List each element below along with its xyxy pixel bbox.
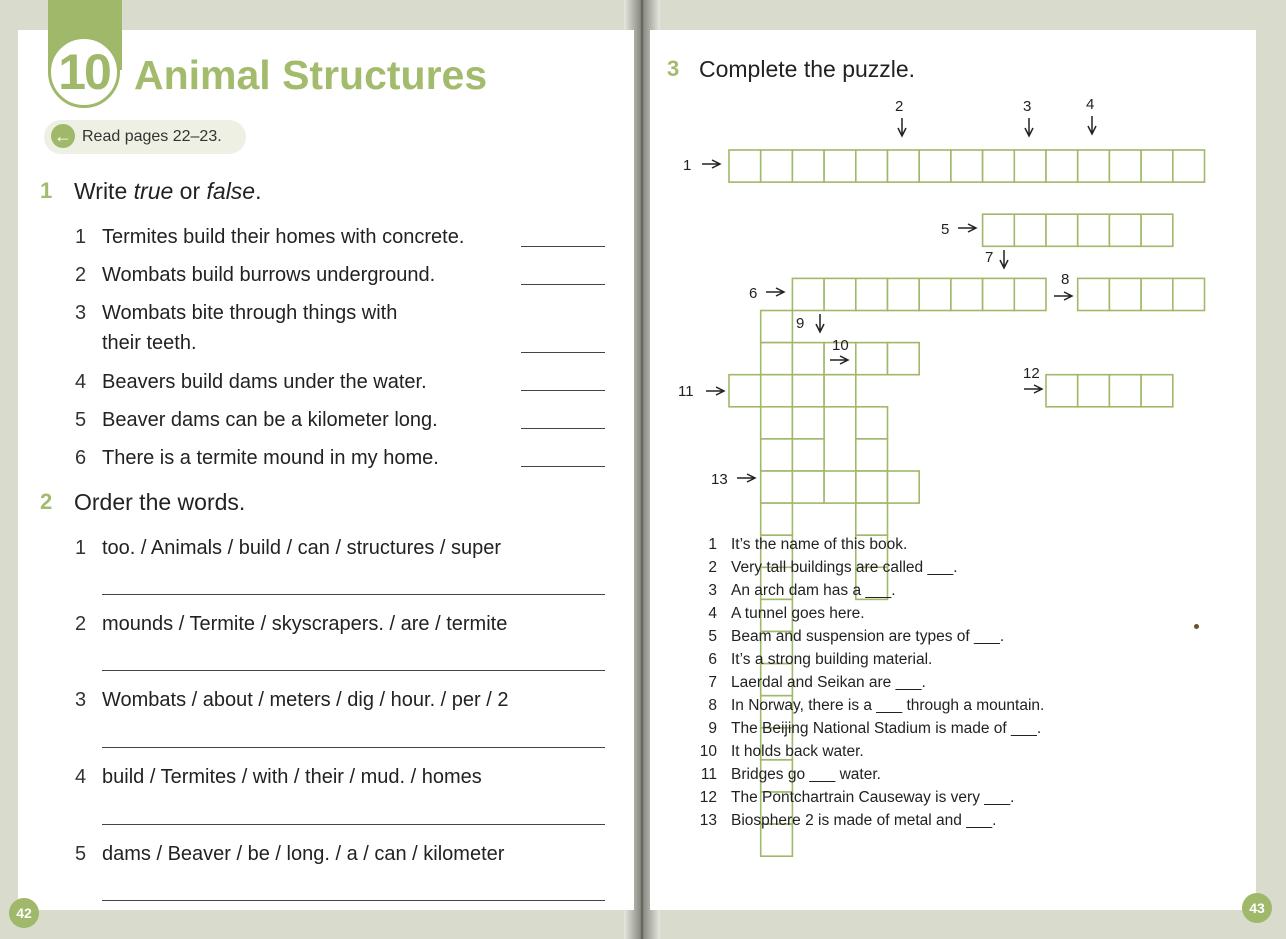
clue-number: 1	[708, 536, 717, 553]
crossword-cell[interactable]	[761, 407, 793, 439]
order-item-number: 3	[75, 689, 87, 711]
crossword-cell[interactable]	[856, 278, 888, 310]
clue-text: In Norway, there is a ___ through a mountain.	[731, 697, 1045, 714]
crossword-cell[interactable]	[792, 407, 824, 439]
crossword-cell[interactable]	[1109, 150, 1141, 182]
crossword-cell[interactable]	[792, 471, 824, 503]
clue-number: 4	[708, 605, 717, 622]
crossword-cell[interactable]	[1173, 150, 1205, 182]
crossword-cell[interactable]	[824, 150, 856, 182]
crossword-cell[interactable]	[856, 471, 888, 503]
unit-number: 10	[58, 44, 110, 100]
tf-item-text: There is a termite mound in my home.	[102, 447, 439, 469]
crossword-cell[interactable]	[1046, 214, 1078, 246]
clue-text: Beam and suspension are types of ___.	[731, 628, 1005, 645]
tf-item-number: 4	[75, 371, 87, 393]
clue-text: Very tall buildings are called ___.	[731, 559, 958, 576]
page-number-left: 42	[9, 898, 39, 928]
crossword-cell[interactable]	[919, 278, 951, 310]
order-item-text: mounds / Termite / skyscrapers. / are / termite	[102, 613, 508, 635]
crossword-cell[interactable]	[1109, 375, 1141, 407]
crossword-cell[interactable]	[1046, 150, 1078, 182]
clue-number: 13	[699, 812, 717, 829]
section-1-number: 1	[40, 178, 53, 203]
clue-number: 7	[708, 674, 717, 691]
crossword-cell[interactable]	[824, 471, 856, 503]
clue-text: A tunnel goes here.	[731, 605, 865, 622]
section-3-number: 3	[667, 56, 680, 81]
crossword-cell[interactable]	[951, 278, 983, 310]
crossword-cell[interactable]	[1173, 278, 1205, 310]
crossword-cell[interactable]	[1141, 214, 1173, 246]
order-item-number: 2	[75, 613, 87, 635]
arrow-right-icon	[1024, 385, 1042, 393]
clue-text: Laerdal and Seikan are ___.	[731, 674, 926, 691]
clue-number: 3	[708, 582, 717, 599]
clue-number-label: 13	[711, 471, 728, 488]
section-3-heading: Complete the puzzle.	[699, 56, 916, 82]
order-item-number: 4	[75, 766, 87, 788]
clue-number: 11	[700, 766, 717, 783]
crossword-cell[interactable]	[1046, 375, 1078, 407]
crossword-cell[interactable]	[1141, 150, 1173, 182]
crossword-cell[interactable]	[761, 311, 793, 343]
crossword-cell[interactable]	[761, 471, 793, 503]
crossword-cell[interactable]	[983, 150, 1015, 182]
clue-number-label: 7	[985, 249, 994, 266]
clue-number-label: 3	[1023, 98, 1032, 115]
crossword-cell[interactable]	[761, 150, 793, 182]
clue-number: 12	[699, 789, 717, 806]
crossword-cell[interactable]	[888, 343, 920, 375]
tf-item-text: Wombats bite through things with	[102, 302, 398, 324]
clue-text: An arch dam has a ___.	[731, 582, 896, 599]
crossword-cell[interactable]	[856, 439, 888, 471]
arrow-right-icon	[737, 474, 755, 482]
crossword-cell[interactable]	[1109, 278, 1141, 310]
tf-item-text: Beaver dams can be a kilometer long.	[102, 409, 438, 431]
clue-number-label: 6	[749, 285, 758, 302]
crossword-cell[interactable]	[1141, 375, 1173, 407]
clue-number-label: 4	[1086, 96, 1095, 113]
crossword-cell[interactable]	[792, 343, 824, 375]
tf-item-text: Beavers build dams under the water.	[102, 371, 427, 393]
order-item-number: 1	[75, 537, 87, 559]
clue-number: 8	[708, 697, 717, 714]
crossword-cell[interactable]	[792, 150, 824, 182]
tf-item-text-line2: their teeth.	[102, 332, 197, 354]
crossword-cell[interactable]	[888, 150, 920, 182]
arrow-left-icon: ←	[51, 124, 75, 148]
arrow-right-icon	[766, 288, 784, 296]
tf-item-number: 2	[75, 264, 87, 286]
crossword-cell[interactable]	[856, 503, 888, 535]
crossword-cell[interactable]	[1141, 278, 1173, 310]
arrow-down-icon	[898, 118, 906, 136]
clue-number-label: 1	[683, 157, 692, 174]
arrow-right-icon	[1054, 292, 1072, 300]
order-item-text: Wombats / about / meters / dig / hour. / per / 2	[102, 689, 509, 711]
crossword-cell[interactable]	[983, 278, 1015, 310]
order-item-text: too. / Animals / build / can / structures / super	[102, 537, 502, 559]
order-item-number: 5	[75, 843, 87, 865]
crossword-cell[interactable]	[856, 407, 888, 439]
clue-number-label: 2	[895, 98, 904, 115]
arrow-down-icon	[1088, 116, 1096, 134]
clue-number-label: 10	[832, 337, 849, 354]
arrow-down-icon	[816, 314, 824, 332]
arrow-down-icon	[1025, 118, 1033, 136]
crossword-cell[interactable]	[888, 278, 920, 310]
clue-number: 5	[708, 628, 717, 645]
arrow-right-icon	[958, 224, 976, 232]
crossword-cell[interactable]	[919, 150, 951, 182]
tf-item-number: 1	[75, 226, 87, 248]
section-2-heading: Order the words.	[74, 489, 246, 515]
clue-text: The Beijing National Stadium is made of ___.	[731, 720, 1042, 737]
page-number-right: 43	[1242, 893, 1272, 923]
clue-number-label: 12	[1023, 365, 1040, 382]
tf-item-number: 5	[75, 409, 87, 431]
section-1-heading: Write true or false.	[74, 178, 262, 204]
clue-number-label: 9	[796, 315, 805, 332]
crossword-cell[interactable]	[1078, 375, 1110, 407]
crossword-cell[interactable]	[729, 375, 761, 407]
clue-text: The Pontchartrain Causeway is very ___.	[731, 789, 1015, 806]
clue-text: It’s a strong building material.	[731, 651, 933, 668]
page-speck	[1194, 624, 1199, 629]
tf-item-number: 3	[75, 302, 87, 324]
crossword-cell[interactable]	[888, 471, 920, 503]
arrow-down-icon	[1000, 250, 1008, 268]
crossword-cell[interactable]	[824, 278, 856, 310]
crossword-cell[interactable]	[1014, 278, 1046, 310]
clue-text: Bridges go ___ water.	[731, 766, 881, 783]
arrow-right-icon	[706, 387, 724, 395]
tf-item-text: Wombats build burrows underground.	[102, 264, 436, 286]
crossword-cell[interactable]	[1078, 150, 1110, 182]
crossword-cell[interactable]	[1014, 214, 1046, 246]
crossword-cell[interactable]	[824, 375, 856, 407]
crossword-cell[interactable]	[856, 150, 888, 182]
clue-number-label: 8	[1061, 271, 1070, 288]
crossword-cell[interactable]	[983, 214, 1015, 246]
clue-text: Biosphere 2 is made of metal and ___.	[731, 812, 997, 829]
clue-number-label: 11	[678, 383, 694, 400]
crossword-cell[interactable]	[761, 343, 793, 375]
section-2-number: 2	[40, 489, 53, 514]
tf-item-number: 6	[75, 447, 87, 469]
crossword-cell[interactable]	[856, 343, 888, 375]
unit-title: Animal Structures	[134, 52, 488, 98]
crossword-cell[interactable]	[792, 375, 824, 407]
clue-text: It’s the name of this book.	[731, 536, 908, 553]
clue-number: 2	[708, 559, 717, 576]
crossword-cell[interactable]	[761, 375, 793, 407]
clue-number-label: 5	[941, 221, 950, 238]
clue-number: 9	[708, 720, 717, 737]
arrow-right-icon	[702, 160, 720, 168]
crossword-cell[interactable]	[792, 278, 824, 310]
crossword-cell[interactable]	[761, 503, 793, 535]
crossword-cell[interactable]	[792, 439, 824, 471]
order-item-text: dams / Beaver / be / long. / a / can / kilometer	[102, 843, 505, 865]
clue-number: 10	[699, 743, 717, 760]
crossword-cell[interactable]	[951, 150, 983, 182]
crossword-cell[interactable]	[1014, 150, 1046, 182]
read-pages-text: Read pages 22–23.	[82, 128, 222, 145]
order-item-text: build / Termites / with / their / mud. / homes	[102, 766, 482, 788]
crossword-cell[interactable]	[761, 439, 793, 471]
crossword-cell[interactable]	[729, 150, 761, 182]
clue-text: It holds back water.	[731, 743, 864, 760]
crossword-cell[interactable]	[1078, 278, 1110, 310]
clue-number: 6	[708, 651, 717, 668]
tf-item-text: Termites build their homes with concrete.	[102, 226, 465, 248]
crossword-cell[interactable]	[1109, 214, 1141, 246]
crossword-cell[interactable]	[1078, 214, 1110, 246]
